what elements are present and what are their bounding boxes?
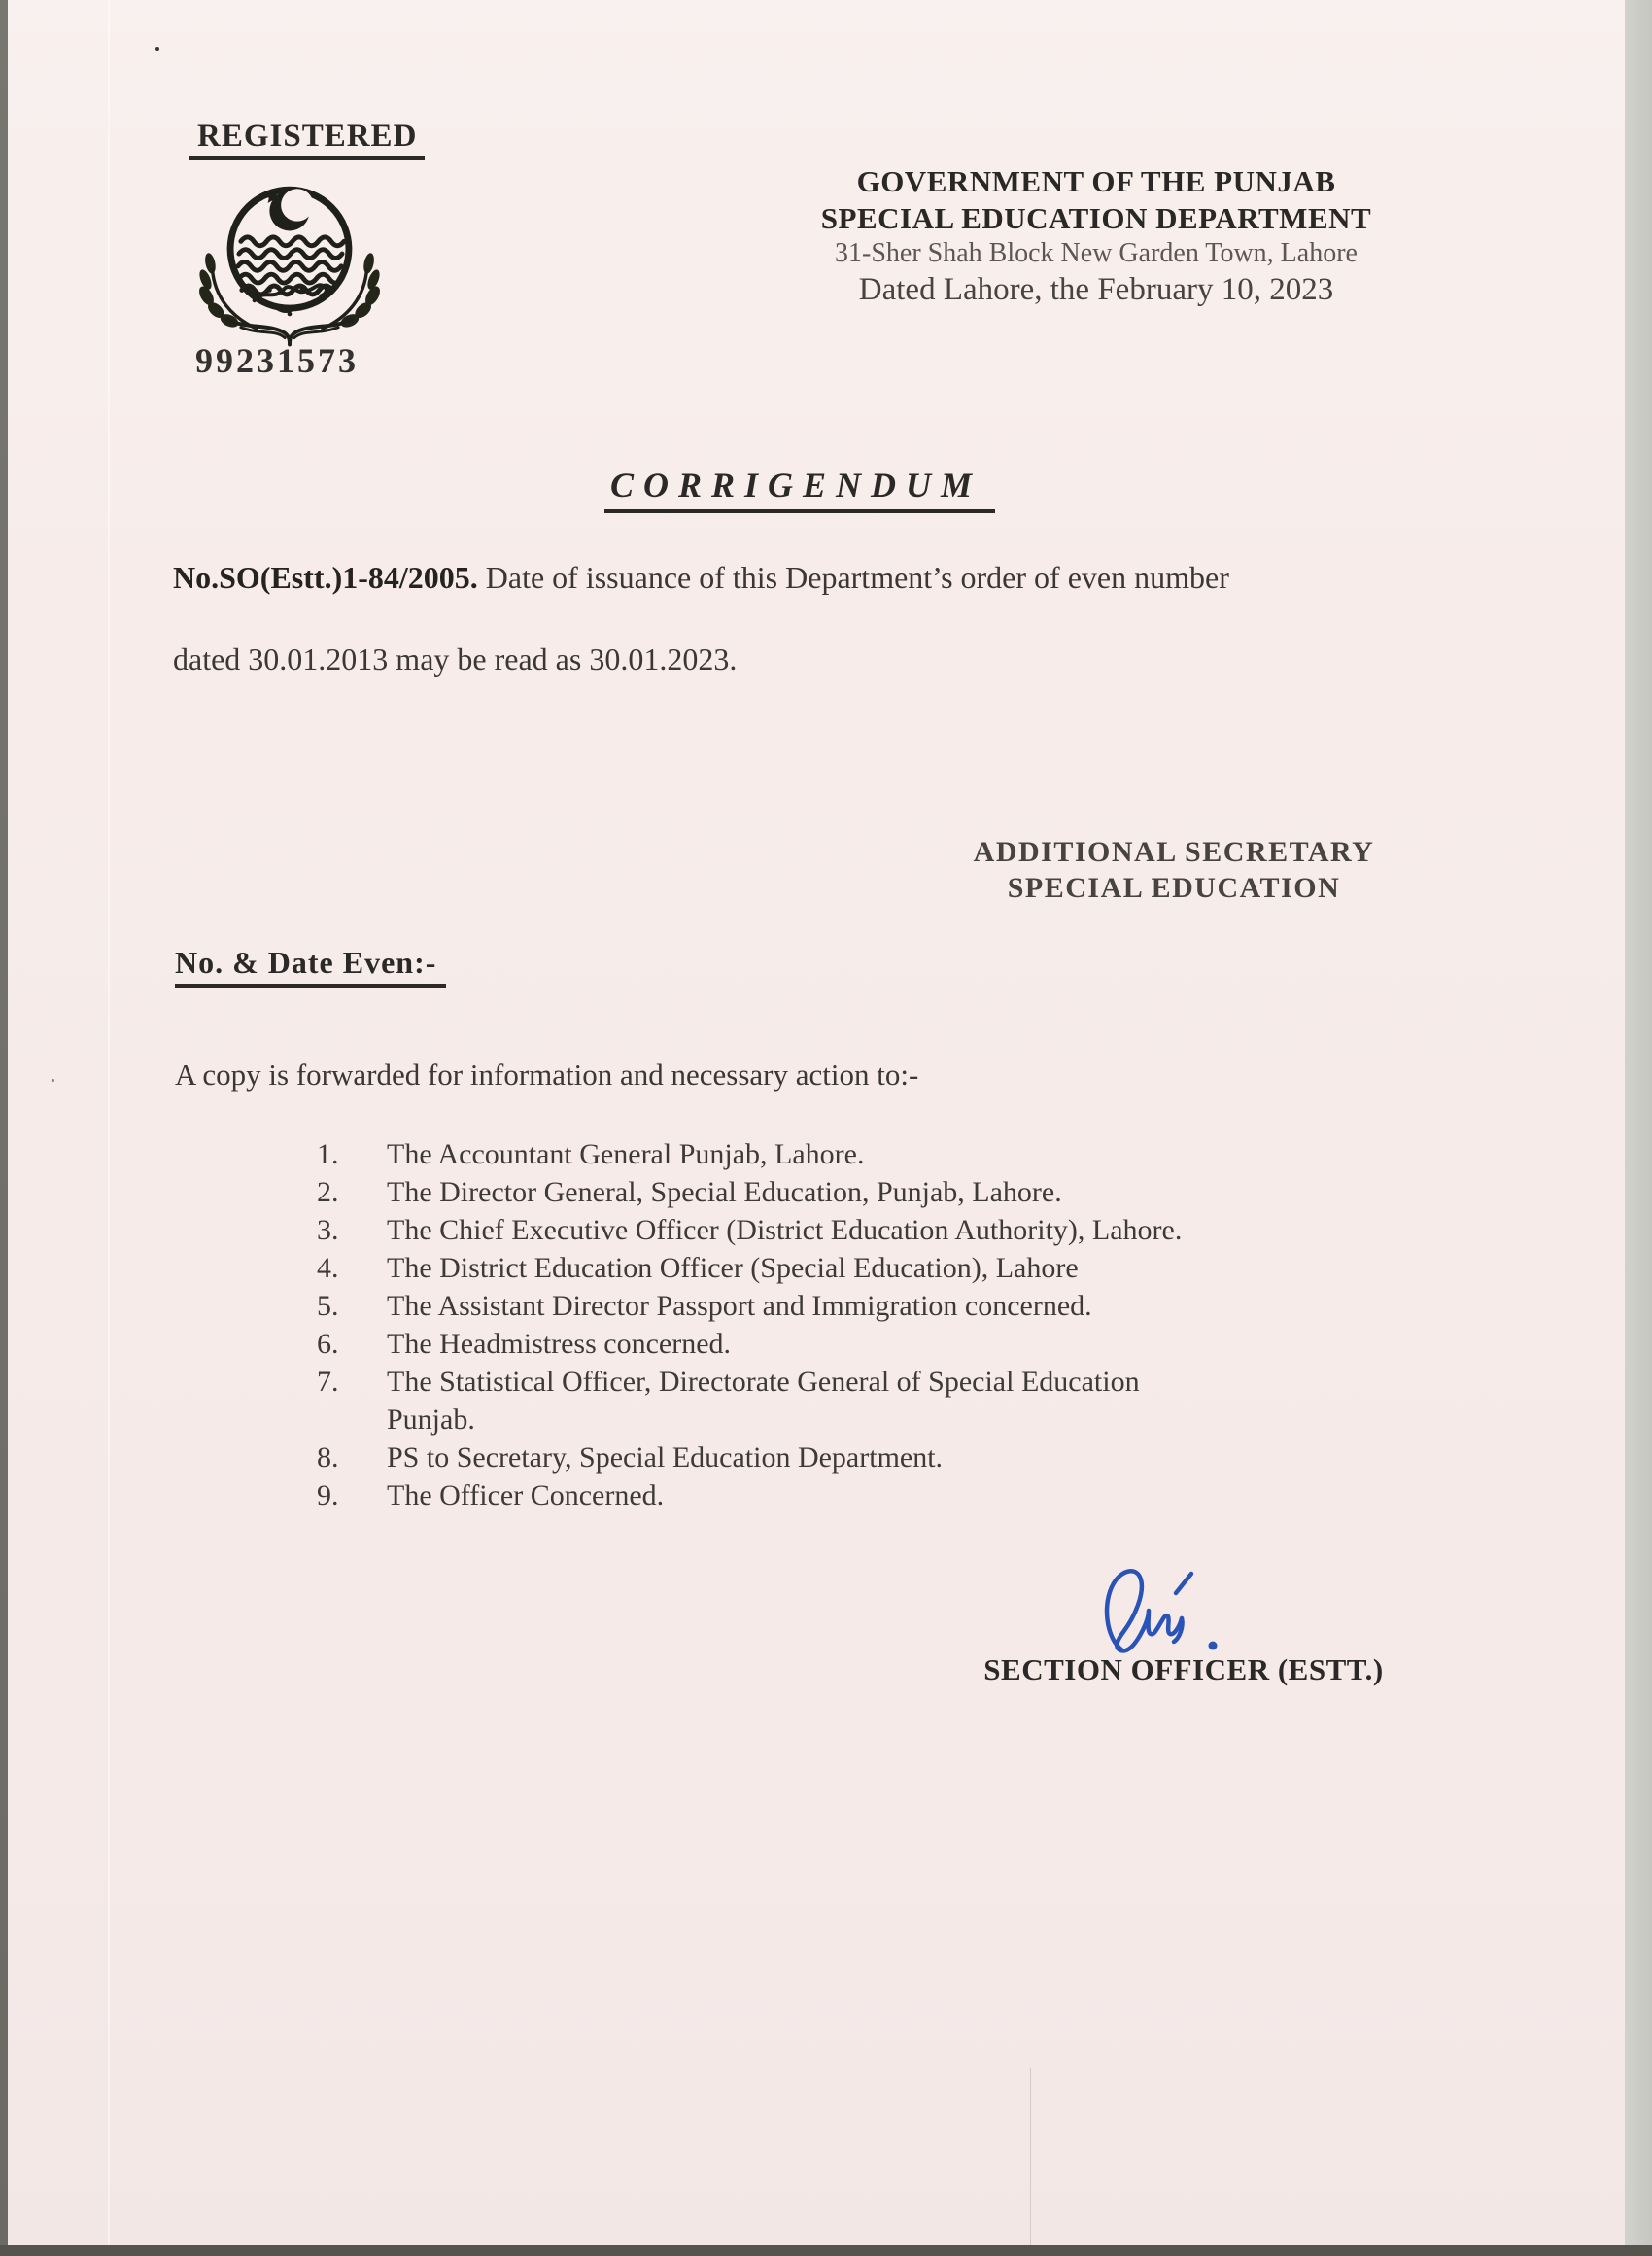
list-item-number: 9.	[317, 1479, 339, 1511]
list-item-text: The Director General, Special Education, Punjab, Lahore.	[387, 1176, 1062, 1208]
registration-number: 99231573	[195, 341, 359, 380]
paper-sheet	[8, 0, 1625, 2245]
list-item	[317, 1135, 1250, 1173]
reference-number: No.SO(Estt.)1-84/2005.	[173, 560, 478, 595]
list-item-text: The Chief Executive Officer (District Education Authority), Lahore.	[387, 1214, 1183, 1246]
list-item-text: The Accountant General Punjab, Lahore.	[387, 1138, 865, 1170]
list-item-number: 8.	[317, 1441, 339, 1474]
list-item-number: 7.	[317, 1366, 339, 1398]
scan-edge-right	[1625, 0, 1652, 2245]
list-item-number: 6.	[317, 1328, 339, 1360]
department-address: 31-Sher Shah Block New Garden Town, Lahore	[835, 238, 1358, 268]
list-item-number: 4.	[317, 1252, 339, 1284]
list-item-number: 1.	[317, 1138, 339, 1170]
list-item	[317, 1287, 1250, 1325]
list-item-text: The Statistical Officer, Directorate General of Special Education Punjab.	[387, 1366, 1140, 1436]
list-item	[317, 1173, 1250, 1211]
body-paragraph	[173, 537, 1242, 700]
scan-speck	[52, 1079, 54, 1082]
list-item	[317, 1439, 1250, 1476]
letterhead	[756, 163, 1436, 309]
document-title: CORRIGENDUM	[604, 465, 995, 513]
forward-line: A copy is forwarded for information and necessary action to:-	[175, 1058, 919, 1092]
organization-name: GOVERNMENT OF THE PUNJAB	[856, 164, 1336, 198]
title-row	[173, 465, 1427, 513]
list-item	[317, 1325, 1250, 1363]
reference-heading: No. & Date Even:-	[175, 945, 446, 988]
list-item-text: The District Education Officer (Special Education), Lahore	[387, 1252, 1079, 1284]
paper-crease	[108, 0, 110, 2245]
department-name: SPECIAL EDUCATION DEPARTMENT	[820, 201, 1372, 235]
list-item-number: 5.	[317, 1290, 339, 1322]
list-item	[317, 1363, 1250, 1439]
scan-speck	[155, 47, 159, 51]
paper-crease	[1030, 2068, 1031, 2245]
list-item-text: The Headmistress concerned.	[387, 1328, 732, 1360]
date-line: Dated Lahore, the February 10, 2023	[858, 272, 1334, 307]
list-item	[317, 1249, 1250, 1287]
body-text: Date of issuance of this Department’s order of even number dated 30.01.2013 may be read as 30.01.2023.	[173, 560, 1229, 677]
registered-stamp: REGISTERED	[189, 119, 425, 160]
signoff-block	[912, 834, 1436, 906]
scan-edge-bottom	[0, 2245, 1652, 2256]
punjab-government-emblem-icon	[178, 163, 401, 359]
list-item	[317, 1211, 1250, 1249]
list-item-text: PS to Secretary, Special Education Department.	[387, 1441, 944, 1474]
section-officer-title: SECTION OFFICER (ESTT.)	[983, 1652, 1384, 1686]
distribution-list	[317, 1135, 1250, 1514]
list-item-text: The Officer Concerned.	[387, 1479, 665, 1511]
list-item	[317, 1476, 1250, 1514]
signoff-title: ADDITIONAL SECRETARY	[973, 836, 1375, 868]
list-item-number: 3.	[317, 1214, 339, 1246]
list-item-number: 2.	[317, 1176, 339, 1208]
signoff-department: SPECIAL EDUCATION	[1007, 872, 1341, 904]
list-item-text: The Assistant Director Passport and Immigration concerned.	[387, 1290, 1092, 1322]
handwritten-signature-icon	[1094, 1560, 1259, 1667]
scan-edge-left	[0, 0, 8, 2256]
